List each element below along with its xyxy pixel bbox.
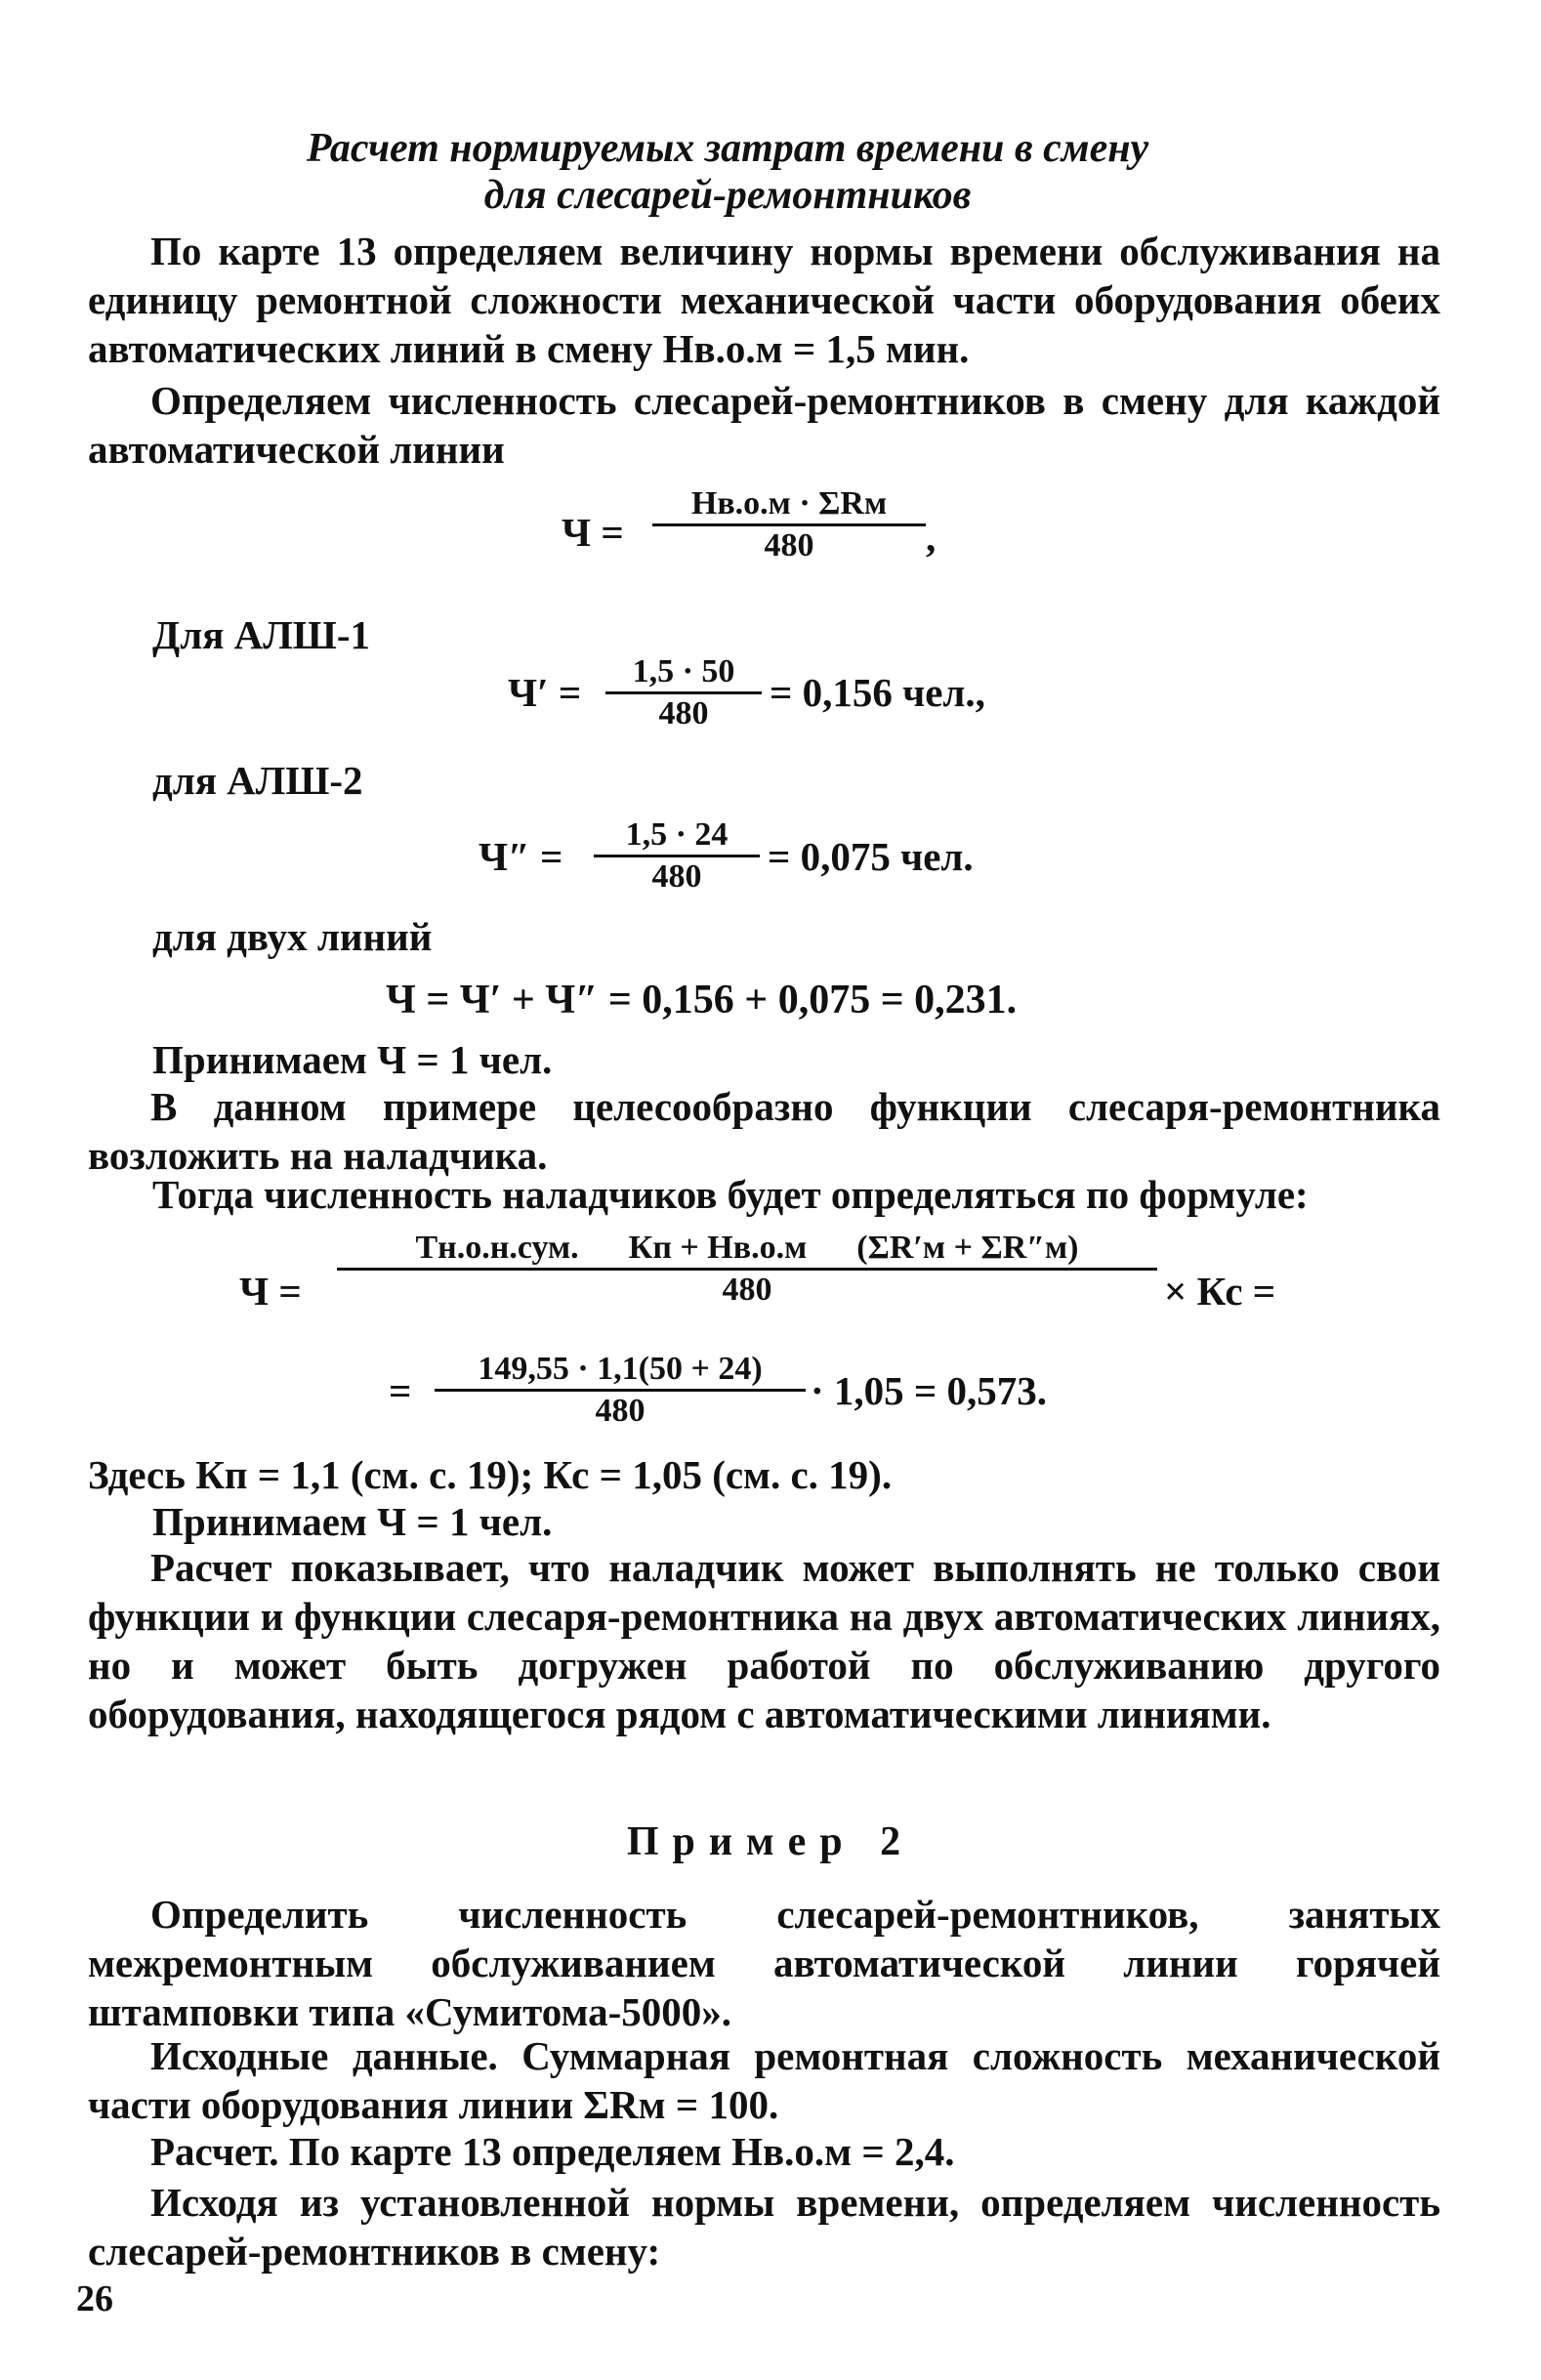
section-heading-line-2: для слесарей-ремонтников [483,173,972,218]
formula-5-rhs: × Кс = [1164,1269,1276,1314]
formula-2-lhs: Ч′ = [508,670,582,715]
formula-5-lhs: Ч = [239,1269,302,1314]
paragraph-adjuster-functions: В данном примере целесообразно функции слесаря-ремонтника возложить на наладчика. [88,1084,1440,1178]
paragraph-example-task: Определить численность слесарей-ремонтников, занятых межремонтным обслуживанием автоматической линии горячей штамповки типа «Сумитома-5000». [88,1892,1440,2034]
formula-1-fraction [652,484,926,565]
example-2-title: Пример 2 [626,1819,915,1864]
formula-3-denominator: 480 [594,855,760,897]
formula-1-lhs: Ч = [562,510,624,555]
formula-4-sum: Ч = Ч′ + Ч″ = 0,156 + 0,075 = 0,231. [386,978,1018,1023]
label-alsh-2: для АЛШ-2 [152,758,363,803]
paragraph-formula-intro: Тогда численность наладчиков будет определяться по формуле: [152,1172,1309,1217]
section-heading-line-1: Расчет нормируемых затрат времени в смену [306,126,1149,171]
formula-3-lhs: Ч″ = [479,834,563,879]
formula-5-denominator: 480 [337,1268,1157,1310]
paragraph-coefficients: Здесь Кп = 1,1 (см. с. 19); Кс = 1,05 (см. с. 19). [88,1452,893,1497]
formula-2-result: = 0,156 чел., [770,670,985,715]
formula-1-numerator: Нв.о.м · ΣRм [690,485,888,522]
formula-6-lhs: = [389,1368,412,1413]
paragraph-accept-1: Принимаем Ч = 1 чел. [152,1037,553,1082]
formula-6-result: · 1,05 = 0,573. [811,1368,1048,1413]
formula-1-tail: , [926,515,937,560]
formula-3-result: = 0,075 чел. [768,834,974,879]
paragraph-calculation-shows: Расчет показывает, что наладчик может выполнять не только свои функции и функции слесаря-ремонтника на двух автоматических линиях, но и может быть догружен работой по обслуживанию другого оборудования, находящегося рядом с автоматическими линиями. [88,1545,1440,1736]
paragraph-determine-count: Определяем численность слесарей-ремонтников в смену для каждой автоматической линии [88,378,1440,472]
page-number: 26 [76,2278,113,2319]
label-two-lines: для двух линий [152,914,433,959]
formula-6-numerator: 149,55 · 1,1(50 + 24) [478,1351,763,1387]
paragraph-calculation: Расчет. По карте 13 определяем Нв.о.м = 2,4. [150,2129,955,2174]
paragraph-accept-2: Принимаем Ч = 1 чел. [152,1499,553,1544]
formula-6-fraction [435,1350,806,1431]
formula-5-fraction [337,1229,1157,1310]
formula-6-denominator: 480 [435,1389,806,1431]
formula-2-denominator: 480 [605,691,762,733]
paragraph-norm-time: По карте 13 определяем величину нормы времени обслуживания на единицу ремонтной сложности механической части оборудования обеих автоматических линий в смену Нв.о.м = 1,5 мин. [88,229,1440,371]
formula-2-numerator: 1,5 · 50 [632,653,735,689]
formula-2-fraction [605,652,762,733]
label-alsh-1: Для АЛШ-1 [152,612,370,657]
formula-3-numerator: 1,5 · 24 [625,816,729,853]
paragraph-norm-count: Исходя из установленной нормы времени, определяем численность слесарей-ремонтников в смену: [88,2180,1440,2274]
formula-3-fraction [594,815,760,897]
formula-5-numerator: Тн.о.н.сум. Кп + Нв.о.м (ΣR′м + ΣR″м) [415,1230,1079,1266]
formula-1-denominator: 480 [652,523,926,565]
paragraph-initial-data: Исходные данные. Суммарная ремонтная сложность механической части оборудования линии ΣRм = 100. [88,2033,1440,2127]
